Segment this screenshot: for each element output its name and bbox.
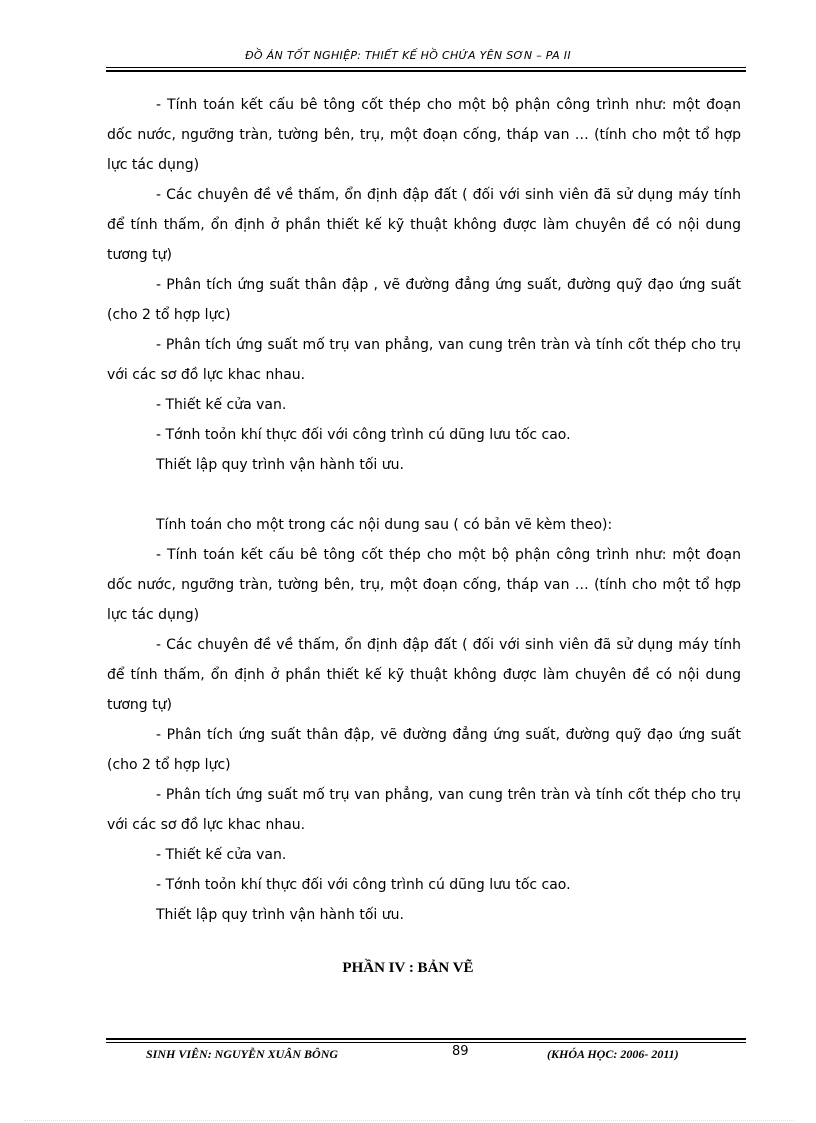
header-rule-thin xyxy=(106,67,746,68)
page-number: 89 xyxy=(452,1044,469,1059)
page-edge-dots xyxy=(24,1120,794,1121)
course-years: (KHÓA HỌC: 2006- 2011) xyxy=(547,1047,679,1061)
paragraph: - Phân tích ứng suất mố trụ van phẳng, van cung trên tràn và tính cốt thép cho trụ với các sơ đồ lực khac nhau. xyxy=(107,337,741,383)
paragraph: Tính toán cho một trong các nội dung sau ( có bản vẽ kèm theo): xyxy=(156,517,613,533)
paragraph: - Tính toán kết cấu bê tông cốt thép cho một bộ phận công trình như: một đoạn dốc nước, ngưỡng tràn, tường bên, trụ, một đoạn cống, tháp van … (tính cho một tổ hợp lực tác dụng) xyxy=(107,547,741,623)
header-rule-thick xyxy=(106,70,746,72)
paragraph: Thiết lập quy trình vận hành tối ưu. xyxy=(156,457,404,473)
paragraph: - Tớnh toỏn khí thực đối với công trình cú dũng lưu tốc cao. xyxy=(156,877,571,893)
paragraph: - Thiết kế cửa van. xyxy=(156,397,287,413)
paragraph: - Các chuyên đề về thấm, ổn định đập đất ( đối với sinh viên đã sử dụng máy tính để tính thấm, ổn định ở phần thiết kế kỹ thuật không được làm chuyên đề có nội dung tương tự) xyxy=(107,187,741,263)
footer-rule-thick xyxy=(106,1038,746,1040)
header-title: ĐỒ ÁN TỐT NGHIỆP: THIẾT KẾ HỒ CHỨA YÊN SƠN – PA II xyxy=(245,49,571,62)
footer-content xyxy=(0,1043,816,1063)
paragraph: - Tính toán kết cấu bê tông cốt thép cho một bộ phận công trình như: một đoạn dốc nước, ngưỡng tràn, tường bên, trụ, một đoạn cống, tháp van … (tính cho một tổ hợp lực tác dụng) xyxy=(107,97,741,173)
part-title: PHẦN IV : BẢN VẼ xyxy=(342,960,474,976)
paragraph: - Phân tích ứng suất thân đập , vẽ đường đẳng ứng suất, đường quỹ đạo ứng suất (cho 2 tổ hợp lực) xyxy=(107,277,741,323)
document-body xyxy=(107,90,741,930)
paragraph: - Phân tích ứng suất thân đập, vẽ đường đẳng ứng suất, đường quỹ đạo ứng suất (cho 2 tổ hợp lực) xyxy=(107,727,741,773)
paragraph: - Các chuyên đề về thấm, ổn định đập đất ( đối với sinh viên đã sử dụng máy tính để tính thấm, ổn định ở phần thiết kế kỹ thuật không được làm chuyên đề có nội dung tương tự) xyxy=(107,637,741,713)
paragraph: - Phân tích ứng suất mố trụ van phẳng, van cung trên tràn và tính cốt thép cho trụ với các sơ đồ lực khac nhau. xyxy=(107,787,741,833)
student-name: SINH VIÊN: NGUYỄN XUÂN BÔNG xyxy=(146,1047,339,1061)
paragraph: Thiết lập quy trình vận hành tối ưu. xyxy=(156,907,404,923)
blank-line xyxy=(107,480,741,510)
paragraph: - Thiết kế cửa van. xyxy=(156,847,287,863)
paragraph: - Tớnh toỏn khí thực đối với công trình cú dũng lưu tốc cao. xyxy=(156,427,571,443)
